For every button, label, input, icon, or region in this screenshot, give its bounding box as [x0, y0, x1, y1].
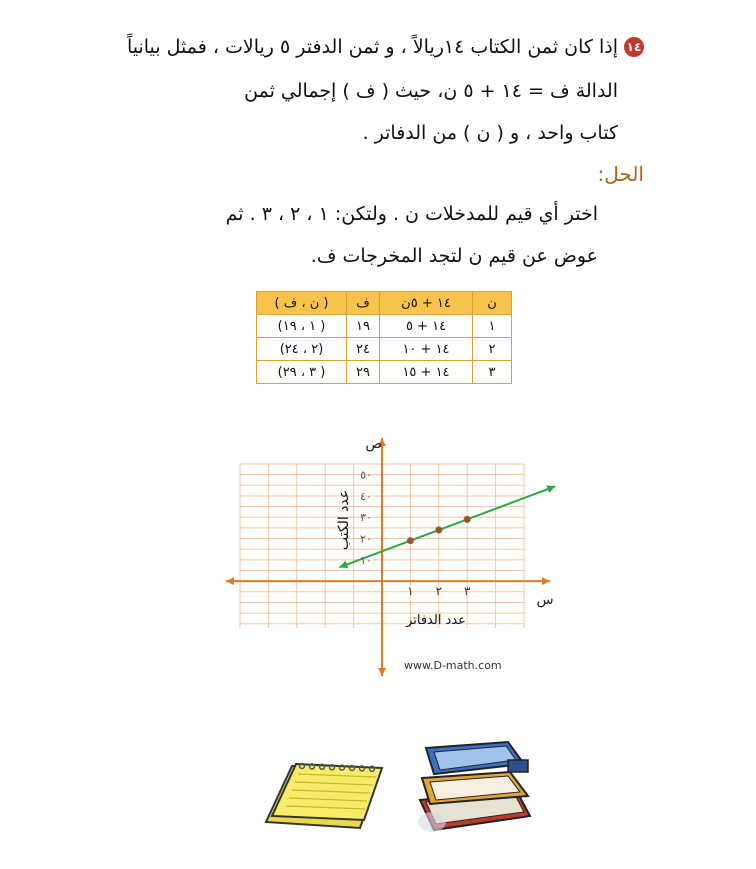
coordinate-graph [220, 432, 560, 682]
table-cell: ١٤ + ١٠ [380, 338, 473, 361]
table-cell: (٢ ، ٢٤) [257, 338, 347, 361]
y-tick-label: ٥٠ [360, 468, 372, 482]
graph-tick-labels [360, 469, 471, 598]
table-cell: ٢ [473, 338, 512, 361]
table-row [257, 361, 512, 384]
problem-number-badge: ١٤ [624, 37, 644, 57]
data-point [435, 527, 442, 534]
values-table [256, 291, 512, 384]
y-axis-arrow-down [378, 668, 386, 676]
data-point [464, 516, 471, 523]
table-header-row [257, 292, 512, 315]
table-header-cell: ف [347, 292, 380, 315]
table-header-cell: ن [473, 292, 512, 315]
problem-line-2: الدالة ف = ١٤ + ٥ ن، حيث ( ف ) إجمالي ثمن [244, 80, 618, 102]
table-cell: ( ١ ، ١٩) [257, 315, 347, 338]
table-cell: ١ [473, 315, 512, 338]
table-row [257, 338, 512, 361]
y-axis-symbol: ص [365, 436, 383, 452]
table-cell: ١٩ [347, 315, 380, 338]
table-header-cell: ( ن ، ف ) [257, 292, 347, 315]
x-axis-arrow-right [542, 577, 550, 585]
table-cell: ٢٤ [347, 338, 380, 361]
y-axis-label: عدد الكتب [336, 489, 352, 551]
table-cell: ١٤ + ١٥ [380, 361, 473, 384]
table-cell: ١٤ + ٥ [380, 315, 473, 338]
notebook-illustration [262, 762, 384, 832]
solution-line-1: اختر أي قيم للمدخلات ن . ولتكن: ١ ، ٢ ، ٣ . ثم [225, 203, 598, 225]
problem-line-3: كتاب واحد ، و ( ن ) من الدفاتر . [362, 122, 618, 144]
problem-text-1: إذا كان ثمن الكتاب ١٤ريالاً ، و ثمن الدفتر ٥ ريالات ، فمثل بيانياً [126, 36, 618, 58]
x-axis-symbol: س [536, 592, 554, 608]
table-header-cell: ١٤ + ٥ن [380, 292, 473, 315]
x-axis-label: عدد الدفاتر [406, 613, 466, 628]
books-illustration [412, 738, 536, 834]
problem-line-1 [127, 36, 644, 58]
x-axis-arrow-left [226, 577, 234, 585]
x-tick-label: ١ [407, 584, 414, 599]
y-tick-label: ٤٠ [360, 489, 372, 503]
x-tick-label: ٣ [463, 584, 471, 599]
y-tick-label: ٣٠ [360, 511, 372, 525]
solution-line-2: عوض عن قيم ن لتجد المخرجات ف. [310, 245, 598, 267]
x-tick-label: ٢ [435, 584, 443, 599]
y-tick-label: ٢٠ [360, 532, 372, 546]
graph-axes [226, 438, 550, 676]
table-cell: ( ٣ ، ٢٩) [257, 361, 347, 384]
table-row [257, 315, 512, 338]
data-point [407, 537, 414, 544]
solution-heading: الحل: [597, 162, 644, 186]
table-cell: ٢٩ [347, 361, 380, 384]
table-cell: ٣ [473, 361, 512, 384]
y-tick-label: ١٠ [360, 553, 372, 567]
watermark: www.D-math.com [404, 659, 502, 672]
